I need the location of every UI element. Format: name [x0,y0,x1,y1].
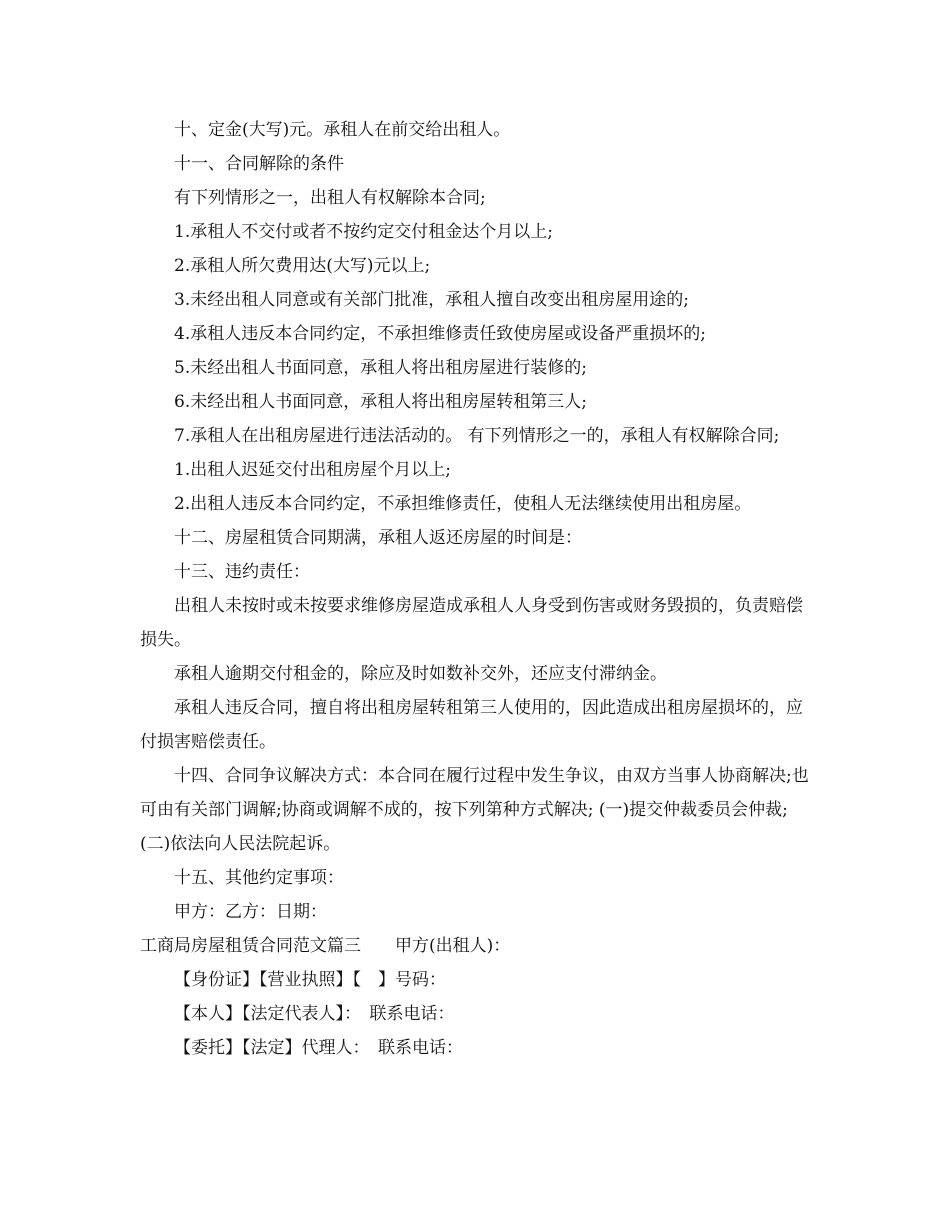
signature-line: 甲方：乙方：日期： [174,902,327,922]
heading-lease-expiry: 十二、房屋租赁合同期满，承租人返还房屋的时间是： [174,528,582,548]
heading-termination-conditions: 十一、合同解除的条件 [174,154,344,174]
heading-other-terms: 十五、其他约定事项： [174,868,344,888]
document-body [140,113,812,1065]
paragraph-lessor-termination-intro: 有下列情形之一，出租人有权解除本合同; [174,188,486,208]
paragraph-liability-lessor: 出租人未按时或未按要求维修房屋造成承租人人身受到伤害或财务毁损的，负责赔偿损失。 [140,596,803,650]
list-item-lessor-3: 3.未经出租人同意或有关部门批准，承租人擅自改变出租房屋用途的; [174,290,689,310]
list-item-lessor-2: 2.承租人所欠费用达(大写)元以上; [174,256,431,276]
list-item-lessee-1: 1.出租人迟延交付出租房屋个月以上; [174,460,451,480]
list-item-lessor-7: 7.承租人在出租房屋进行违法活动的。 有下列情形之一的，承租人有权解除合同; [174,426,780,446]
list-item-lessor-4: 4.承租人违反本合同约定，不承担维修责任致使房屋或设备严重损坏的; [174,324,706,344]
paragraph-liability-sublease: 承租人违反合同，擅自将出租房屋转租第三人使用的，因此造成出租房屋损坏的，应付损害赔偿责任。 [140,698,803,752]
list-item-lessor-5: 5.未经出租人书面同意，承租人将出租房屋进行装修的; [174,358,587,378]
field-agent-phone: 【委托】【法定】代理人： 联系电话： [174,1038,463,1058]
paragraph-liability-late-rent: 承租人逾期交付租金的，除应及时如数补交外，还应支付滞纳金。 [174,664,667,684]
list-item-lessee-2: 2.出租人违反本合同约定，不承担维修责任，使租人无法继续使用出租房屋。 [174,494,752,514]
paragraph-dispute-resolution: 十四、合同争议解决方式：本合同在履行过程中发生争议，由双方当事人协商解决;也可由有关部门调解;协商或调解不成的，按下列第种方式解决; (一)提交仲裁委员会仲裁; (二)依法向人民法院起诉。 [140,766,809,854]
section-title-template-three: 工商局房屋租赁合同范文篇三 甲方(出租人)： [140,936,511,956]
list-item-lessor-1: 1.承租人不交付或者不按约定交付租金达个月以上; [174,222,553,242]
paragraph-deposit: 十、定金(大写)元。承租人在前交给出租人。 [174,120,511,140]
heading-liability: 十三、违约责任： [174,562,310,582]
field-id-number: 【身份证】【营业执照】【 】号码： [174,970,446,990]
list-item-lessor-6: 6.未经出租人书面同意，承租人将出租房屋转租第三人; [174,392,587,412]
field-representative-phone: 【本人】【法定代表人】： 联系电话： [174,1004,455,1024]
